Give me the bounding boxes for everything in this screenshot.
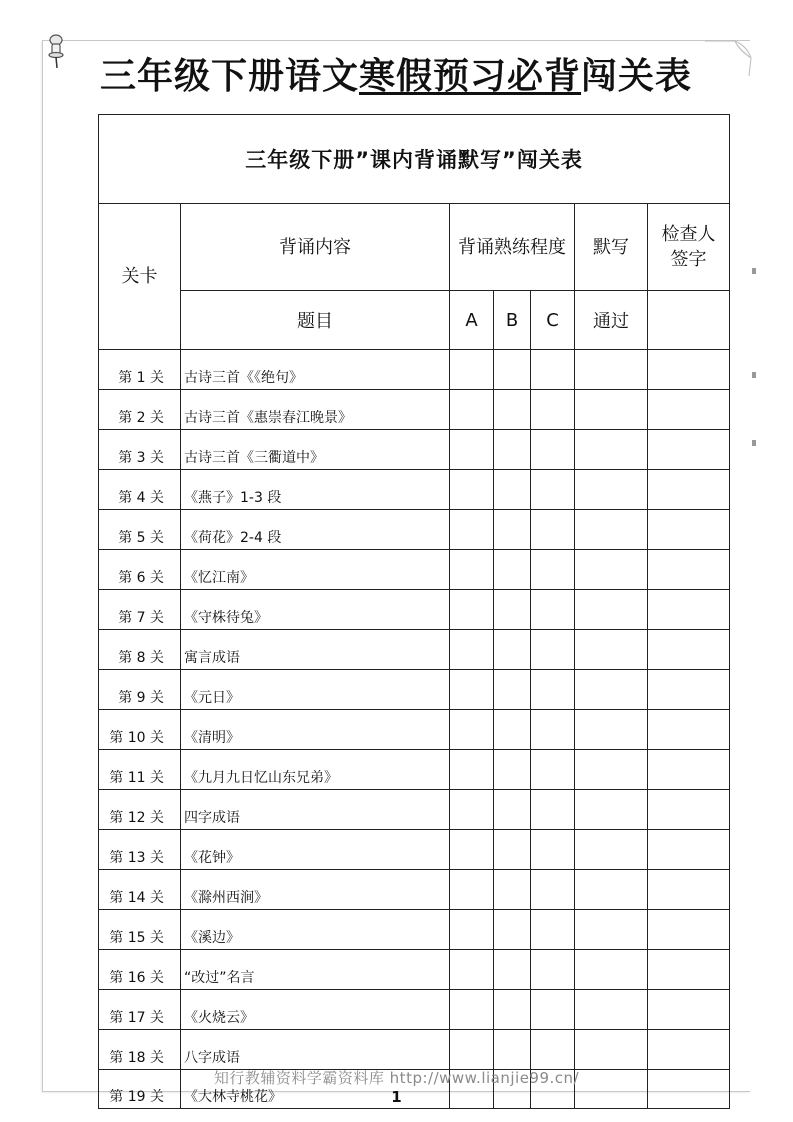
level-cell: 第 4 关 bbox=[99, 470, 181, 510]
header-grade-a: A bbox=[450, 291, 494, 350]
grade-c-cell[interactable] bbox=[531, 430, 575, 470]
checker-sign-cell[interactable] bbox=[648, 470, 730, 510]
grade-b-cell[interactable] bbox=[494, 550, 531, 590]
dictation-pass-cell[interactable] bbox=[575, 750, 648, 790]
title-cell: 《大林寺桃花》 bbox=[181, 1070, 450, 1109]
grade-a-cell[interactable] bbox=[450, 590, 494, 630]
title-cell: 《火烧云》 bbox=[181, 990, 450, 1030]
table-caption: 三年级下册”课内背诵默写”闯关表 bbox=[99, 115, 730, 204]
checker-sign-cell[interactable] bbox=[648, 430, 730, 470]
table-row bbox=[99, 910, 730, 950]
checker-sign-cell[interactable] bbox=[648, 630, 730, 670]
title-cell: 《溪边》 bbox=[181, 910, 450, 950]
table-row bbox=[99, 550, 730, 590]
table-row bbox=[99, 1030, 730, 1070]
grade-a-cell[interactable] bbox=[450, 550, 494, 590]
checker-sign-cell[interactable] bbox=[648, 790, 730, 830]
checker-sign-cell[interactable] bbox=[648, 550, 730, 590]
dictation-pass-cell[interactable] bbox=[575, 550, 648, 590]
title-cell: 古诗三首《《绝句》 bbox=[181, 350, 450, 390]
level-cell: 第 5 关 bbox=[99, 510, 181, 550]
table-row bbox=[99, 510, 730, 550]
level-cell: 第 13 关 bbox=[99, 830, 181, 870]
dictation-pass-cell[interactable] bbox=[575, 470, 648, 510]
table-row bbox=[99, 870, 730, 910]
grade-b-cell[interactable] bbox=[494, 710, 531, 750]
grade-c-cell[interactable] bbox=[531, 590, 575, 630]
table-row bbox=[99, 990, 730, 1030]
grade-b-cell[interactable] bbox=[494, 430, 531, 470]
grade-b-cell[interactable] bbox=[494, 950, 531, 990]
title-tail: 闯关表 bbox=[581, 55, 693, 97]
grade-a-cell[interactable] bbox=[450, 910, 494, 950]
table-row bbox=[99, 710, 730, 750]
checker-sign-cell[interactable] bbox=[648, 830, 730, 870]
checker-sign-cell[interactable] bbox=[648, 590, 730, 630]
grade-b-cell[interactable] bbox=[494, 1030, 531, 1070]
grade-b-cell[interactable] bbox=[494, 750, 531, 790]
checker-sign-cell[interactable] bbox=[648, 750, 730, 790]
title-cell: “改过”名言 bbox=[181, 950, 450, 990]
checker-sign-cell[interactable] bbox=[648, 390, 730, 430]
level-cell: 第 10 关 bbox=[99, 710, 181, 750]
header-proficiency: 背诵熟练程度 bbox=[450, 204, 575, 291]
dictation-pass-cell[interactable] bbox=[575, 1030, 648, 1070]
grade-a-cell[interactable] bbox=[450, 390, 494, 430]
grade-a-cell[interactable] bbox=[450, 790, 494, 830]
grade-c-cell[interactable] bbox=[531, 390, 575, 430]
level-cell: 第 8 关 bbox=[99, 630, 181, 670]
dictation-pass-cell[interactable] bbox=[575, 790, 648, 830]
title-cell: 八字成语 bbox=[181, 1030, 450, 1070]
table-row bbox=[99, 670, 730, 710]
table-row bbox=[99, 750, 730, 790]
table-row bbox=[99, 590, 730, 630]
grade-b-cell[interactable] bbox=[494, 910, 531, 950]
grade-a-cell[interactable] bbox=[450, 950, 494, 990]
grade-a-cell[interactable] bbox=[450, 430, 494, 470]
header-grade-b: B bbox=[494, 291, 531, 350]
title-cell: 《守株待兔》 bbox=[181, 590, 450, 630]
table-row bbox=[99, 390, 730, 430]
dictation-pass-cell[interactable] bbox=[575, 710, 648, 750]
checker-sign-cell[interactable] bbox=[648, 1030, 730, 1070]
checker-sign-cell[interactable] bbox=[648, 350, 730, 390]
grade-c-cell[interactable] bbox=[531, 830, 575, 870]
grade-a-cell[interactable] bbox=[450, 470, 494, 510]
checker-sign-cell[interactable] bbox=[648, 910, 730, 950]
dictation-pass-cell[interactable] bbox=[575, 990, 648, 1030]
header-blank bbox=[648, 291, 730, 350]
grade-c-cell[interactable] bbox=[531, 510, 575, 550]
header-content: 背诵内容 bbox=[181, 204, 450, 291]
checker-sign-cell[interactable] bbox=[648, 670, 730, 710]
level-cell: 第 16 关 bbox=[99, 950, 181, 990]
title-underlined: 寒假预习必背 bbox=[359, 55, 582, 97]
level-cell: 第 12 关 bbox=[99, 790, 181, 830]
grade-b-cell[interactable] bbox=[494, 830, 531, 870]
level-cell: 第 9 关 bbox=[99, 670, 181, 710]
grade-c-cell[interactable] bbox=[531, 870, 575, 910]
edge-mark bbox=[752, 440, 756, 446]
title-cell: 《花钟》 bbox=[181, 830, 450, 870]
checker-sign-cell[interactable] bbox=[648, 950, 730, 990]
grade-c-cell[interactable] bbox=[531, 990, 575, 1030]
level-cell: 第 1 关 bbox=[99, 350, 181, 390]
grade-b-cell[interactable] bbox=[494, 990, 531, 1030]
edge-mark bbox=[752, 372, 756, 378]
grade-b-cell[interactable] bbox=[494, 670, 531, 710]
level-cell: 第 6 关 bbox=[99, 550, 181, 590]
grade-b-cell[interactable] bbox=[494, 870, 531, 910]
title-cell: 古诗三首《惠崇春江晚景》 bbox=[181, 390, 450, 430]
grade-b-cell[interactable] bbox=[494, 350, 531, 390]
level-cell: 第 14 关 bbox=[99, 870, 181, 910]
level-cell: 第 3 关 bbox=[99, 430, 181, 470]
grade-c-cell[interactable] bbox=[531, 470, 575, 510]
grade-a-cell[interactable] bbox=[450, 750, 494, 790]
table-row bbox=[99, 430, 730, 470]
header-checker: 检查人签字 bbox=[648, 204, 730, 291]
footer-watermark: 知行教辅资料学霸资料库 http://www.lianjie99.cn/ bbox=[213, 1069, 580, 1087]
grade-a-cell[interactable] bbox=[450, 870, 494, 910]
grade-b-cell[interactable] bbox=[494, 510, 531, 550]
grade-b-cell[interactable] bbox=[494, 630, 531, 670]
grade-c-cell[interactable] bbox=[531, 670, 575, 710]
checker-sign-cell[interactable] bbox=[648, 990, 730, 1030]
dictation-pass-cell[interactable] bbox=[575, 910, 648, 950]
grade-c-cell[interactable] bbox=[531, 750, 575, 790]
table-row bbox=[99, 790, 730, 830]
dictation-pass-cell[interactable] bbox=[575, 630, 648, 670]
grade-c-cell[interactable] bbox=[531, 790, 575, 830]
grade-a-cell[interactable] bbox=[450, 510, 494, 550]
table-row bbox=[99, 350, 730, 390]
grade-b-cell[interactable] bbox=[494, 390, 531, 430]
grade-a-cell[interactable] bbox=[450, 830, 494, 870]
dictation-pass-cell[interactable] bbox=[575, 670, 648, 710]
grade-c-cell[interactable] bbox=[531, 910, 575, 950]
level-cell: 第 2 关 bbox=[99, 390, 181, 430]
grade-a-cell[interactable] bbox=[450, 990, 494, 1030]
level-cell: 第 19 关 bbox=[99, 1070, 181, 1109]
header-dictation: 默写 bbox=[575, 204, 648, 291]
dictation-pass-cell[interactable] bbox=[575, 950, 648, 990]
grade-b-cell[interactable] bbox=[494, 590, 531, 630]
header-pass: 通过 bbox=[575, 291, 648, 350]
level-cell: 第 17 关 bbox=[99, 990, 181, 1030]
page-number: 1 bbox=[391, 1088, 402, 1106]
grade-a-cell[interactable] bbox=[450, 630, 494, 670]
level-cell: 第 18 关 bbox=[99, 1030, 181, 1070]
title-cell: 古诗三首《三衢道中》 bbox=[181, 430, 450, 470]
grade-c-cell[interactable] bbox=[531, 550, 575, 590]
pushpin-icon bbox=[44, 32, 72, 72]
title-cell: 《燕子》1-3 段 bbox=[181, 470, 450, 510]
title-cell: 四字成语 bbox=[181, 790, 450, 830]
dictation-pass-cell[interactable] bbox=[575, 590, 648, 630]
table-row bbox=[99, 470, 730, 510]
checker-sign-cell[interactable] bbox=[648, 510, 730, 550]
title-cell: 《元日》 bbox=[181, 670, 450, 710]
dictation-pass-cell[interactable] bbox=[575, 390, 648, 430]
header-level: 关卡 bbox=[99, 204, 181, 350]
checker-sign-cell[interactable] bbox=[648, 870, 730, 910]
grade-b-cell[interactable] bbox=[494, 790, 531, 830]
grade-c-cell[interactable] bbox=[531, 950, 575, 990]
title-cell: 寓言成语 bbox=[181, 630, 450, 670]
dictation-pass-cell[interactable] bbox=[575, 430, 648, 470]
level-cell: 第 15 关 bbox=[99, 910, 181, 950]
dictation-pass-cell[interactable] bbox=[575, 510, 648, 550]
grade-c-cell[interactable] bbox=[531, 1030, 575, 1070]
grade-a-cell[interactable] bbox=[450, 1030, 494, 1070]
grade-c-cell[interactable] bbox=[531, 350, 575, 390]
grade-b-cell[interactable] bbox=[494, 470, 531, 510]
title-plain: 三年级下册语文 bbox=[100, 55, 360, 97]
grade-a-cell[interactable] bbox=[450, 670, 494, 710]
header-grade-c: C bbox=[531, 291, 575, 350]
checker-sign-cell[interactable] bbox=[648, 710, 730, 750]
grade-a-cell[interactable] bbox=[450, 710, 494, 750]
grade-c-cell[interactable] bbox=[531, 630, 575, 670]
checklist-table bbox=[98, 114, 730, 1109]
level-cell: 第 11 关 bbox=[99, 750, 181, 790]
level-cell: 第 7 关 bbox=[99, 590, 181, 630]
grade-c-cell[interactable] bbox=[531, 710, 575, 750]
page-title bbox=[100, 48, 740, 98]
table-row bbox=[99, 630, 730, 670]
table-row bbox=[99, 950, 730, 990]
title-cell: 《九月九日忆山东兄弟》 bbox=[181, 750, 450, 790]
dictation-pass-cell[interactable] bbox=[575, 350, 648, 390]
title-cell: 《忆江南》 bbox=[181, 550, 450, 590]
table-row bbox=[99, 830, 730, 870]
edge-mark bbox=[752, 268, 756, 274]
title-cell: 《滁州西涧》 bbox=[181, 870, 450, 910]
dictation-pass-cell[interactable] bbox=[575, 870, 648, 910]
title-cell: 《清明》 bbox=[181, 710, 450, 750]
dictation-pass-cell[interactable] bbox=[575, 830, 648, 870]
title-cell: 《荷花》2-4 段 bbox=[181, 510, 450, 550]
grade-a-cell[interactable] bbox=[450, 350, 494, 390]
header-topic: 题目 bbox=[181, 291, 450, 350]
